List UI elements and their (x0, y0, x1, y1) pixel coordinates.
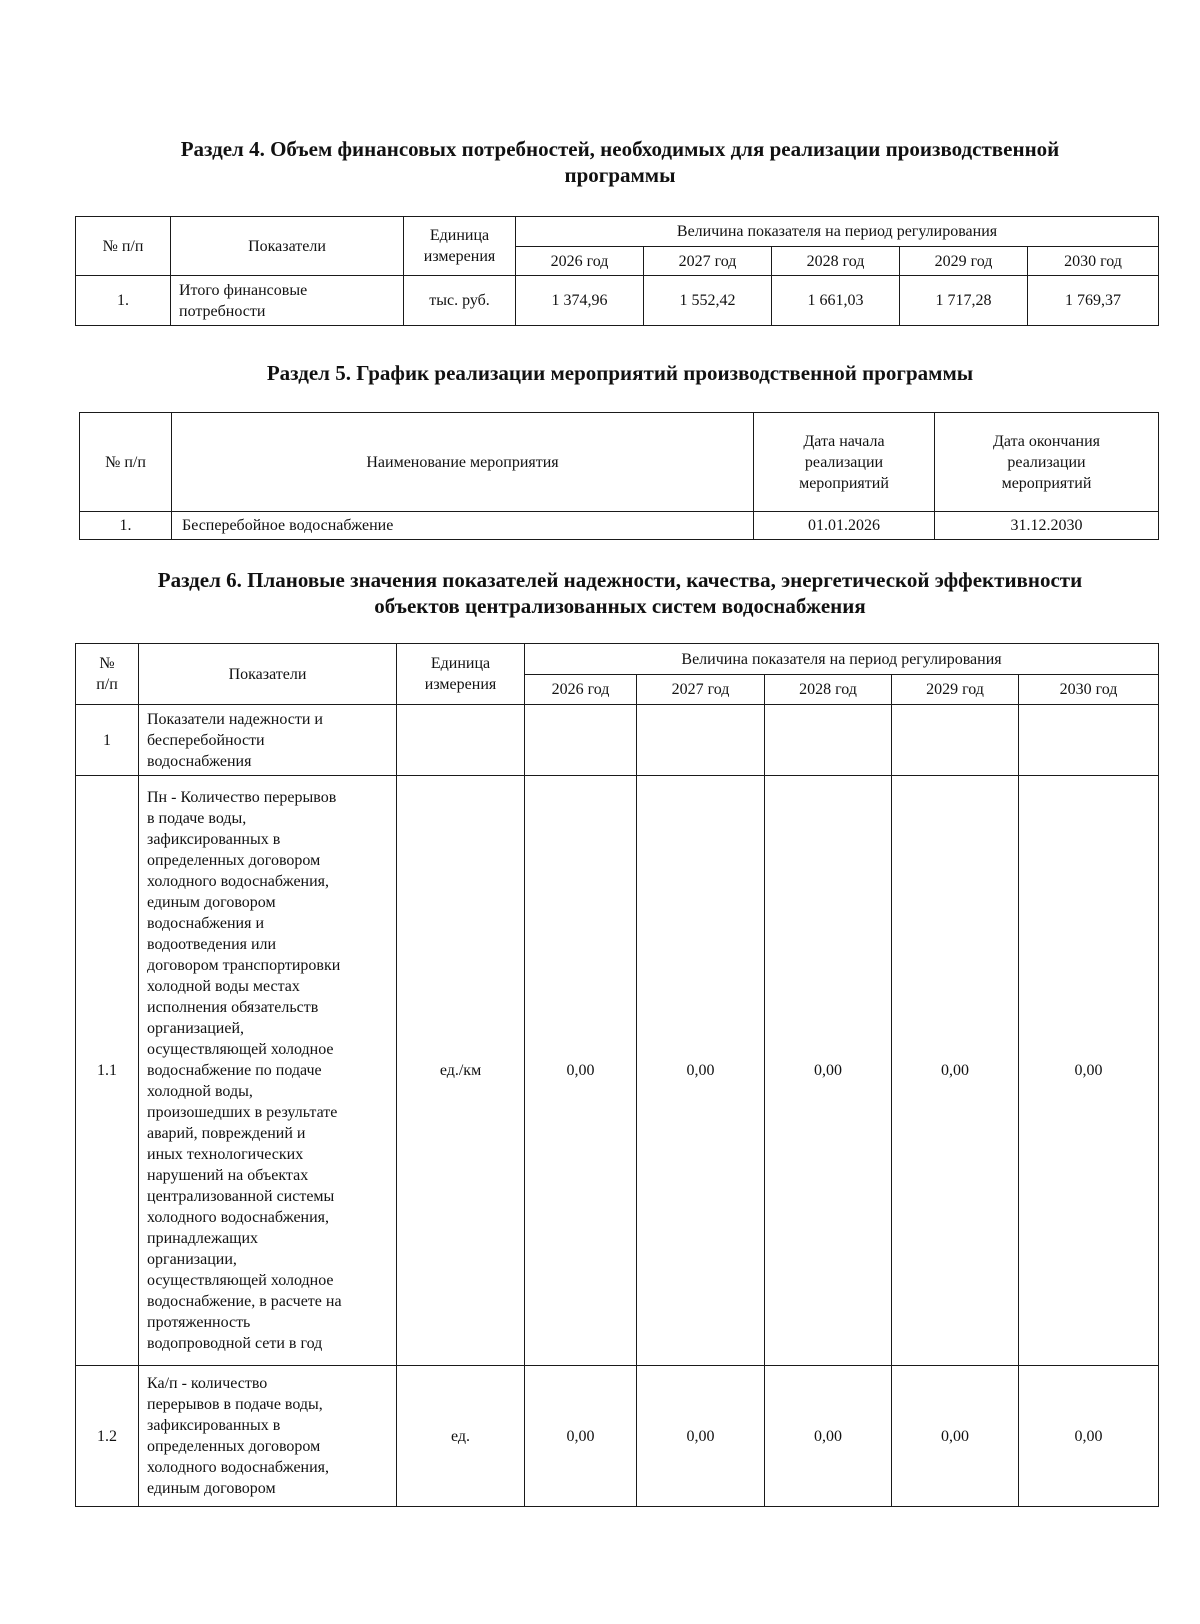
header-start-date: Дата начала реализации мероприятий (754, 413, 935, 512)
header-num: № п/п (76, 644, 139, 705)
table-row (76, 776, 1159, 1366)
row-value: 1 552,42 (644, 276, 772, 326)
row-value (765, 705, 892, 776)
header-period: Величина показателя на период регулирования (516, 217, 1159, 247)
row-value: 1 374,96 (516, 276, 644, 326)
row-value: 0,00 (525, 1366, 637, 1507)
header-period: Величина показателя на период регулирования (525, 644, 1159, 675)
section4-title-line2: программы (564, 163, 676, 187)
header-year: 2026 год (516, 247, 644, 276)
row-unit: ед. (397, 1366, 525, 1507)
row-value: 0,00 (1019, 1366, 1159, 1507)
header-year: 2029 год (892, 675, 1019, 705)
header-indicators: Показатели (171, 217, 404, 276)
section6-title-line2: объектов централизованных систем водоснабжения (374, 594, 866, 618)
row-value (1019, 705, 1159, 776)
row-value: 1 661,03 (772, 276, 900, 326)
row-num: 1. (80, 512, 172, 540)
row-value: 0,00 (892, 776, 1019, 1366)
row-start-date: 01.01.2026 (754, 512, 935, 540)
row-value: 0,00 (637, 1366, 765, 1507)
row-num: 1.1 (76, 776, 139, 1366)
row-value: 1 717,28 (900, 276, 1028, 326)
row-value: 0,00 (1019, 776, 1159, 1366)
table-row (76, 705, 1159, 776)
section4-title (70, 136, 1170, 188)
row-unit: ед./км (397, 776, 525, 1366)
section4-title-line1: Раздел 4. Объем финансовых потребностей, необходимых для реализации производственной (180, 137, 1060, 161)
table-row (76, 1366, 1159, 1507)
financial-needs-table (75, 216, 1159, 326)
row-name: Пн - Количество перерывов в подаче воды, зафиксированных в определенных договором холодного водоснабжения, единым договором водоснабжения и водоотведения или договором транспортировки холодной воды местах исполнения обязательств организацией, осуществляющей холодное водоснабжение по подаче холодной воды, произошедших в результате аварий, повреждений и иных технологических нарушений на объектах централизованной системы холодного водоснабжения, принадлежащих организации, осуществляющей холодное водоснабжение, в расчете на протяженность водопроводной сети в год (139, 776, 397, 1366)
row-num: 1. (76, 276, 171, 326)
header-event-name: Наименование мероприятия (172, 413, 754, 512)
row-unit (397, 705, 525, 776)
header-num: № п/п (76, 217, 171, 276)
row-end-date: 31.12.2030 (935, 512, 1159, 540)
row-event-name: Бесперебойное водоснабжение (172, 512, 754, 540)
header-year: 2027 год (637, 675, 765, 705)
section6-title-line1: Раздел 6. Плановые значения показателей надежности, качества, энергетической эффективности (157, 568, 1083, 592)
header-year: 2027 год (644, 247, 772, 276)
header-unit: Единица измерения (397, 644, 525, 705)
header-year: 2029 год (900, 247, 1028, 276)
header-end-date: Дата окончания реализации мероприятий (935, 413, 1159, 512)
schedule-table (79, 412, 1159, 540)
header-year: 2028 год (765, 675, 892, 705)
row-value: 0,00 (525, 776, 637, 1366)
section5-title: Раздел 5. График реализации мероприятий производственной программы (266, 361, 974, 385)
row-value: 0,00 (765, 776, 892, 1366)
row-name: Ка/п - количество перерывов в подаче воды, зафиксированных в определенных договором холодного водоснабжения, единым договором (139, 1366, 397, 1507)
header-indicators: Показатели (139, 644, 397, 705)
header-year: 2030 год (1019, 675, 1159, 705)
row-value: 1 769,37 (1028, 276, 1159, 326)
row-value: 0,00 (765, 1366, 892, 1507)
header-year: 2026 год (525, 675, 637, 705)
row-num: 1.2 (76, 1366, 139, 1507)
row-value (892, 705, 1019, 776)
row-name: Показатели надежности и бесперебойности водоснабжения (139, 705, 397, 776)
header-num: № п/п (80, 413, 172, 512)
row-value (637, 705, 765, 776)
row-value: 0,00 (892, 1366, 1019, 1507)
row-unit: тыс. руб. (404, 276, 516, 326)
row-value (525, 705, 637, 776)
row-value: 0,00 (637, 776, 765, 1366)
header-year: 2030 год (1028, 247, 1159, 276)
row-name: Итого финансовые потребности (171, 276, 404, 326)
row-num: 1 (76, 705, 139, 776)
table-row (80, 512, 1159, 540)
header-year: 2028 год (772, 247, 900, 276)
table-row (76, 276, 1159, 326)
reliability-indicators-table (75, 643, 1159, 1507)
section6-title (70, 567, 1170, 619)
header-unit: Единица измерения (404, 217, 516, 276)
